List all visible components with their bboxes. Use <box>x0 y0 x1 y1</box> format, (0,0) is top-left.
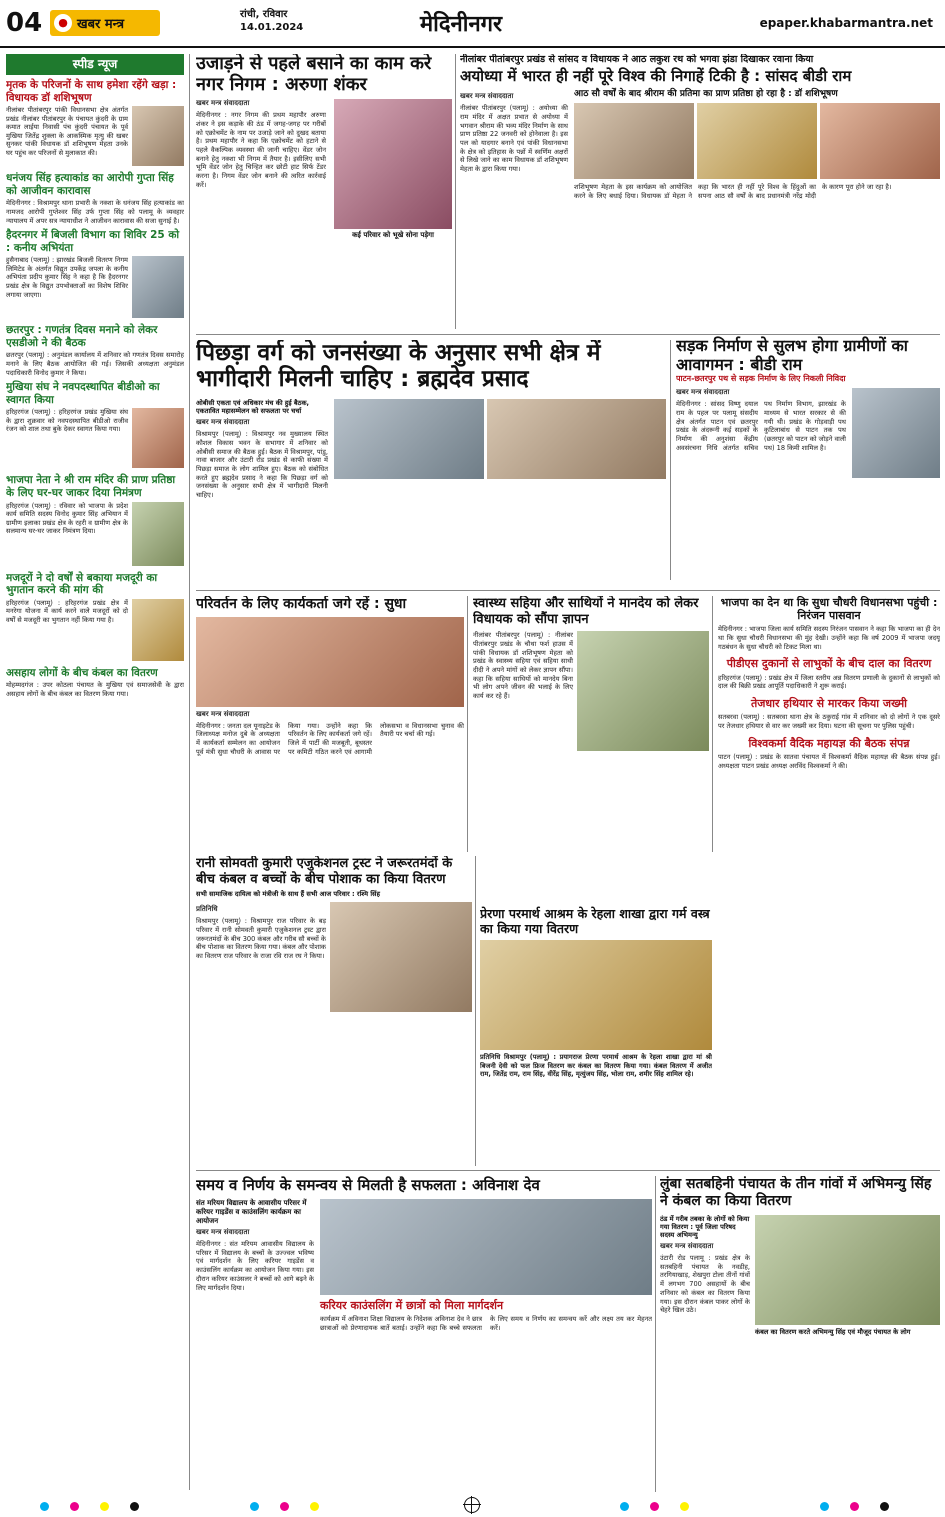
magenta-dot-icon <box>280 1502 289 1511</box>
right-briefs <box>718 596 940 1036</box>
story-photo <box>132 599 184 661</box>
change-headline: परिवर्तन के लिए कार्यकर्ता जगे रहें : सुधा <box>196 596 407 612</box>
obc-photo-1 <box>334 399 484 479</box>
footer-registration-strip <box>0 1495 945 1517</box>
road-photo <box>852 388 940 478</box>
change-body: मेदिनीनगर : जनता दल यूनाइटेड के जिलाध्यक्ष मनोज दुबे के अध्यक्षता में कार्यकर्ता सम्मेलन का आयोजन पूर्व मंत्री सुधा चौधरी के आवास पर किया गया। उन्होंने कहा कि परिवर्तन के लिए कार्यकर्ता जगे रहें। जिले में पार्टी की मजबूती, बूथस्तर पर कमिटी गठित करने एवं आगामी लोकसभा व विधानसभा चुनाव की तैयारी पर चर्चा की गई। <box>196 721 464 756</box>
left-column <box>6 54 184 1490</box>
career-body: कार्यक्रम में अविनाश शिक्षा विद्यालय के निदेशक अविनाश देव ने छात्र छात्राओं को प्रेरणादायक बातें बताई। उन्होंने कहा कि बच्चे सफलता के लिए समय व निर्णय का समन्वय करें और लक्ष्य तय कर मेहनत करें। <box>320 1315 652 1332</box>
dateline <box>240 9 303 34</box>
ayodhya-story <box>460 54 940 334</box>
weapon-body: सतबरवा (पलामू) : सतबरवा थाना क्षेत्र के ठकुराई गांव में शनिवार को दो लोगों ने एक दूसरे पर तेजधार हथियार से वार कर जख्मी कर दिया। घटना की सूचना पर पुलिस पहुंची। <box>718 713 940 730</box>
cyan-dot-icon <box>250 1502 259 1511</box>
cyan-dot-icon <box>820 1502 829 1511</box>
cyan-dot-icon <box>40 1502 49 1511</box>
aruna-body: मेदिनीनगर : नगर निगम की प्रथम महापौर अरुणा शंकर ने इस कड़ाके की ठंड में जगह-जगह पर गरीबों को एक्रोचमेंट के नाम पर उजाड़े जाने को दुखद बताया है। प्रथम महापौर ने कहा कि एक्रोचमेंट को हटाने से पहले वैकल्पिक व्यवस्था की जानी चाहिए। वेंडर जोन बनाने हेतु नक्शा भी निगम में तैयार है। इसीलिए सभी भूमि वेंडर जोन हेतु चिन्हित कर छोटी हाट सिर्फ टेंडर करना है। निगम वेंडर जोन बनाने की त्वरित कार्रवाई करें। <box>196 111 326 189</box>
left-story-3 <box>6 229 184 299</box>
left-story-8 <box>6 667 184 699</box>
health-body: नीलांबर पीतांबरपुर (पलामू) : नीलांबर पीतांबरपुर प्रखंड के चौथा फर्श हाउस में पांकी विधायक डॉ शशिभूषण मेहता को प्रखंड के स्वास्थ्य सहिया एवं सहिया साथी दीदी ने अपने मांगों को लेकर ज्ञापन सौंपा। कहा कि सहिया साथियों को मानदेय बिना भी लोग अपने जीवन की भलाई के लिए कार्य कर रहे हैं। <box>473 631 573 701</box>
rani-story <box>196 856 472 1166</box>
registration-mark-icon <box>464 1497 480 1513</box>
magenta-dot-icon <box>70 1502 79 1511</box>
road-story <box>676 304 940 594</box>
health-photo <box>577 631 709 751</box>
aruna-photo <box>334 99 452 229</box>
time-body: मेदिनीनगर : संत मरियम आवासीय विद्यालय के परिसर में विद्यालय के बच्चों के उज्ज्वल भविष्य एवं मार्गदर्शन के लिए करियर गाइडेंस व काउंसलिंग कार्यक्रम का आयोजन किया गया। इस दौरान करियर काउंसलर ने बच्चों को आगे बढ़ने के लिए मार्गदर्शन दिया। <box>196 1240 314 1292</box>
column-divider <box>467 596 468 852</box>
left-story-title: मृतक के परिजनों के साथ हमेशा रहेंगे खड़ा : विधायक डॉ शशिभूषण <box>6 79 177 104</box>
ayodhya-photo-3 <box>820 103 940 179</box>
left-story-title: भाजपा नेता ने श्री राम मंदिर की प्राण प्रतिष्ठा के लिए घर-घर जाकर दिया निमंत्रण <box>6 474 176 499</box>
ayodhya-photo-1 <box>574 103 694 179</box>
column-divider <box>670 340 671 580</box>
left-story-body: हरिहरगंज (पलामू) : रविवार को भाजपा के प्रदेश कार्य समिति सदस्य विनोद कुमार सिंह अभियान में ग्रामीण इलाका प्रखंड क्षेत्र के रहरी व ग्रामीण क्षेत्र के सलमान्य घर-घर जाकर निमंत्रण दिया। <box>6 501 128 536</box>
road-sub: पाटन-छतरपुर पथ से सड़क निर्माण के लिए निकली निविदा <box>676 374 846 384</box>
left-story-1 <box>6 79 184 158</box>
obc-story <box>196 340 666 582</box>
health-story <box>473 596 709 852</box>
aruna-bureau: खबर मन्त्र संवाददाता <box>196 99 250 108</box>
obc-photo-2 <box>487 399 666 479</box>
column-divider <box>455 54 456 329</box>
left-story-body: नीलांबर पीतांबरपुर पांकी विधानसभा क्षेत्र अंतर्गत प्रखंड नीलांबर पीतांबरपुर के पंचायत कुंदरी के ग्राम कमात लाईया निवासी पंच कुंदरी पंचायत के पूर्व मुखिया जितेंद्र शुक्ला के आकस्मिक मृत्यु की खबर सुनकर पांकी विधायक डॉ शशिभूषण मेहता उनके घर पहुंच कर परिजनों से मुलाकात की। <box>6 106 128 157</box>
row-divider <box>196 590 940 591</box>
left-story-7 <box>6 572 184 625</box>
left-story-2 <box>6 172 184 225</box>
left-story-6 <box>6 474 184 535</box>
rani-sub: सभी सामाजिक दायित्व को मंत्रीजी के साथ हैं सभी आज परिवार : रश्मि सिंह <box>196 890 380 899</box>
change-bureau: खबर मन्त्र संवाददाता <box>196 709 250 718</box>
road-body: मेदिनीनगर : सांसद विष्णु दयाल राम के पहल पर पलामू संसदीय क्षेत्र अंतर्गत पाटन एवं छतरपुर प्रखंड के अंदरूनी कई सड़कों के निर्माण की अनुशंसा केंद्रीय अवसंरचना निधि अंतर्गत सचिव पथ निर्माण विभाग, झारखंड के माध्यम से भारत सरकार से की गयी थी। प्रखंड के गोड़वाड़ी पथ कुटिलाबांध से पाटन तक पथ (छतरपुर को पाटन को जोड़ने वाली पथ) 18 किमी शामिल है। <box>676 400 846 452</box>
row-divider <box>196 1170 940 1171</box>
obc-bureau: खबर मन्त्र संवाददाता <box>196 418 250 427</box>
dateline-date: 14.01.2024 <box>240 21 304 33</box>
aruna-photo-caption: कई परिवार को भूखे सोना पड़ेगा <box>352 231 434 240</box>
left-story-body: मोहम्मदगंज : उपर कोठला पंचायत के मुखिया एवं समाजसेवी के द्वारा असहाय लोगों के बीच कंबल का वितरण किया गया। <box>6 681 184 698</box>
column-divider <box>189 54 190 1490</box>
story-photo <box>132 408 184 468</box>
prerna-headline: प्रेरणा परमार्थ आश्रम के रेहला शाखा द्वारा गर्म वस्त्र का किया गया वितरण <box>480 906 710 936</box>
luba-bureau: खबर मन्त्र संवाददाता <box>660 1242 714 1251</box>
obc-headline: पिछड़ा वर्ग को जनसंख्या के अनुसार सभी क्षेत्र में भागीदारी मिलनी चाहिए : ब्रह्मदेव प्रसाद <box>196 340 601 393</box>
prerna-photo <box>480 940 712 1050</box>
left-story-body: हरिहरगंज (पलामू) : हरिहरगंज प्रखंड क्षेत्र में मनरेगा योजना में कार्य करने वाले मजदूरों को दो वर्षों से मजदूरी का भुगतान नहीं किया गया है। <box>6 598 128 624</box>
obc-body: विश्रामपुर (पलामू) : विश्रामपुर नव मुख्यालय स्थित कौशल विकास भवन के सभागार में शनिवार को ओबीसी समाज की बैठक हुई। बैठक में विश्रामपुर, पांडु, नावा बाजार और उंटारी रोड प्रखंड से काफी संख्या में पिछड़ा समाज के लोग शामिल हुए। बैठक को संबोधित करते हुए ब्रह्मदेव प्रसाद ने कहा कि पिछड़ा वर्ग को जनसंख्या के अनुसार सभी क्षेत्र में भागीदारी मिलनी चाहिए। <box>196 430 328 500</box>
section-name: मेदिनीनगर <box>420 12 503 37</box>
change-photo <box>196 617 464 707</box>
story-photo <box>132 256 184 318</box>
prerna-story <box>480 906 712 1166</box>
luba-story <box>660 1176 940 1492</box>
dateline-city: रांची, रविवार <box>240 9 288 20</box>
career-headline: करियर काउंसलिंग में छात्रों को मिला मार्गदर्शन <box>320 1299 504 1312</box>
left-story-title: मुखिया संघ ने नवपदस्थापित बीडीओ का स्वागत किया <box>6 381 160 406</box>
bjp-headline: भाजपा का देन था कि सुधा चौधरी विधानसभा पहुंची : निरंजन पासवान <box>720 596 938 623</box>
prerna-caption: प्रतिनिधि विश्रामपुर (पलामू) : प्रयागराज प्रेरणा परमार्थ आश्रम के रेहला शाखा द्वारा मां श्री बिजनी देवी को फल फ्रिज वितरण कर कंबल का वितरण किया गया। कंबल वितरण में अजीत राम, जितेंद्र राम, राम सिंह, वीरेंद्र सिंह, मृत्युंजय सिंह, भोला राम, शमीर सिंह शामिल रहे। <box>480 1053 712 1079</box>
time-photo <box>320 1199 652 1295</box>
yellow-dot-icon <box>100 1502 109 1511</box>
ayodhya-headline: अयोध्या में भारत ही नहीं पूरे विश्व की निगाहें टिकी है : सांसद बीडी राम <box>460 67 852 86</box>
vishwakarma-headline: विश्वकर्मा वैदिक महायज्ञ की बैठक संपन्न <box>748 736 910 750</box>
ayodhya-kicker: नीलांबर पीतांबरपुर प्रखंड से सांसद व विधायक ने आठ लकुश रथ को भगवा झंडा दिखाकर रवाना किया <box>460 54 814 65</box>
luba-headline: लुंबा सतबहिनी पंचायत के तीन गांवों में अभिमन्यु सिंह ने कंबल का किया वितरण <box>660 1176 932 1209</box>
rani-body: विश्रामपुर (पलामू) : विश्रामपुर राज परिवार के बड़ परिवार में रानी सोमवती कुमारी एजुकेशनल ट्रस्ट द्वारा जरूरतमंदों के बीच 300 कंबल और गरीब सौ बच्चों के बीच पोशाक का वितरण किया गया। कंबल और पोशाक का वितरण राज परिवार के राजा रवि राज रघ ने किया। <box>196 917 327 960</box>
luba-photo <box>755 1215 940 1325</box>
road-bureau: खबर मन्त्र संवाददाता <box>676 388 730 397</box>
logo-mark-icon: ● <box>54 14 72 32</box>
left-story-body: छतरपुर (पलामू) : अनुमंडल कार्यालय में शनिवार को गणतंत्र दिवस समारोह मनाने के लिए बैठक आयोजित की गई। जिसकी अध्यक्षता अनुमंडल पदाधिकारी विनोद कुमार ने किया। <box>6 351 184 377</box>
black-dot-icon <box>880 1502 889 1511</box>
luba-sub: ठंड में गरीब तबका के लोगों को किया गया वितरण : पूर्व जिला परिषद सदस्य अभिमन्यु <box>660 1214 750 1240</box>
logo-text: खबर मन्त्र <box>77 17 125 32</box>
left-story-5 <box>6 381 184 434</box>
left-story-title: हैदरनगर में बिजली विभाग का शिविर 25 को : कनीय अभियंता <box>6 229 180 254</box>
story-photo <box>132 106 184 166</box>
time-headline: समय व निर्णय के समन्वय से मिलती है सफलता : अविनाश देव <box>196 1176 540 1194</box>
website-link[interactable]: epaper.khabarmantra.net <box>759 16 933 30</box>
bjp-body: मेदिनीनगर : भाजपा जिला कार्य समिति सदस्य निरंजन पासवान ने कहा कि भाजपा का ही देन था कि सुधा चौधरी विधानसभा की मुंह देखी। उन्होंने कहा कि वर्ष 2009 में भाजपा जदयू गठबंधन के सुधा चौधरी को टिकट मिला था। <box>718 625 940 651</box>
health-headline: स्वास्थ्य सहिया और साथियों ने मानदेय को लेकर विधायक को सौंपा ज्ञापन <box>473 596 699 627</box>
magenta-dot-icon <box>850 1502 859 1511</box>
road-headline: सड़क निर्माण से सुलभ होगा ग्रामीणों का आवागमन : बीडी राम <box>676 336 908 375</box>
left-story-title: असहाय लोगों के बीच कंबल का वितरण <box>6 666 158 679</box>
left-story-4 <box>6 324 184 377</box>
speed-news-banner: स्पीड न्यूज <box>6 54 184 75</box>
page-number: 04 <box>6 8 43 38</box>
pds-headline: पीडीएस दुकानों से लाभुकों के बीच दाल का वितरण <box>726 657 932 671</box>
masthead <box>0 0 945 48</box>
column-divider <box>655 1176 656 1492</box>
pds-body: हरिहरगंज (पलामू) : प्रखंड क्षेत्र में जिला स्तरीय अन्न वितरण प्रणाली के दुकानों से लाभुकों को दाल की बिक्री प्रखंड आपूर्ति पदाधिकारी ने शुरू कराई। <box>718 673 940 691</box>
ayodhya-sub-body: शशिभूषण मेहता के इस कार्यक्रम को आयोजित करने के लिए बधाई दिया। विधायक डॉ मेहता ने कहा कि भारत ही नहीं पूरे विश्व के हिंदुओं का सपना आठ सौ वर्षों के बाद प्रधानमंत्री नरेंद्र मोदी के कारण पूरा होने जा रहा है। <box>574 183 892 200</box>
time-bureau: खबर मन्त्र संवाददाता <box>196 1228 250 1237</box>
ayodhya-body: नीलांबर पीतांबरपुर (पलामू) : अयोध्या की राम मंदिर में अक्षत प्रभात से अयोध्या में भगवान श्रीराम की भव्य मंदिर निर्माण के साथ प्राण प्रतिष्ठा 22 जनवरी को होनेवाला है। इस पल को यादगार बनाने एवं पांकी विधानसभा के क्षेत्र को इतिहास के पन्नों में स्वर्णिम अक्षरों से लिखे जाने का काम विधायक डॉ शशिभूषण मेहता के द्वारा किया गया। <box>460 104 568 174</box>
weapon-headline: तेजधार हथियार से मारकर किया जख्मी <box>750 697 908 711</box>
ayodhya-sub-headline: आठ सौ वर्षों के बाद श्रीराम की प्रतिमा का प्राण प्रतिष्ठा हो रहा है : डॉ शशिभूषण <box>574 89 838 100</box>
time-sub: संत मरियम विद्यालय के आवासीय परिसर में करियर गाइडेंस व काउंसलिंग कार्यक्रम का आयोजन <box>196 1199 307 1225</box>
aruna-story <box>196 54 452 334</box>
column-divider <box>712 596 713 852</box>
obc-photo-caption: ओबीसी एकता एवं अधिकार मंच की हुई बैठक, एकतावित महासम्मेलन को सफलता पर चर्चा <box>196 398 310 416</box>
left-story-title: छतरपुर : गणतंत्र दिवस मनाने को लेकर एसडीओ ने की बैठक <box>6 324 158 349</box>
rani-bureau: प्रतिनिधि <box>196 905 218 914</box>
ayodhya-photo-2 <box>697 103 817 179</box>
left-story-body: मेदिनीनगर : विश्रामपुर थाना प्रभारी के नक्शा के धनंजय सिंह हत्याकांड का नामजद आरोपी गुप्तेश्वर सिंह उर्फ गुप्ता सिंह को पलामू के व्यवहार न्यायालय में अपर सत्र न्यायाधीश ने आजीवन कारावास की सजा सुनाई है। <box>6 199 184 225</box>
yellow-dot-icon <box>310 1502 319 1511</box>
luba-photo-caption: कंबल का वितरण करते अभिमन्यु सिंह एवं मौजूद पंचायत के लोग <box>755 1327 911 1336</box>
column-divider <box>475 856 476 1166</box>
left-story-title: धनंजय सिंह हत्याकांड का आरोपी गुप्ता सिंह को आजीवन कारावास <box>6 172 174 197</box>
change-story <box>196 596 464 852</box>
left-story-body: हरिहरगंज (पलामू) : हरिहरगंज प्रखंड मुखिया संघ के द्वारा शुक्रवार को नवपदस्थापित बीडीओ राजीव रंजन को शाल तथा बुके देकर स्वागत किया गया। <box>6 408 128 434</box>
time-story <box>196 1176 652 1492</box>
logo <box>50 10 160 36</box>
rani-photo <box>330 902 472 1012</box>
left-story-title: मजदूरों ने दो वर्षों से बकाया मजदूरी का भुगतान करने की मांग की <box>6 571 158 597</box>
rani-headline: रानी सोमवती कुमारी एजुकेशनल ट्रस्ट ने जरूरतमंदों के बीच कंबल व बच्चों के बीच पोशाक का किया वितरण <box>196 856 453 887</box>
luba-body: उंटारी रोड पलामू : प्रखंड क्षेत्र के सतबहिनी पंचायत के नवडीह, तरगियाखाड़, शेखपुरा टोला तीनों गांवों में लगभग 700 असहायों के बीच शनिवार को कंबल का वितरण किया गया। इस दौरान कंबल पाकर लोगों के चेहरे खिल उठे। <box>660 1254 750 1315</box>
story-photo <box>132 502 184 566</box>
vishwakarma-body: पाटन (पलामू) : प्रखंड के सातवा पंचायत में विश्वकर्मा वैदिक महायज्ञ की बैठक संपन्न हुई। अध्यक्षता पाटन प्रखंड अध्यक्ष अरविंद विश्वकर्मा ने की। <box>718 752 940 770</box>
aruna-headline: उजाड़ने से पहले बसाने का काम करे नगर निगम : अरुणा शंकर <box>196 54 432 95</box>
left-story-body: हुसैनाबाद (पलामू) : झारखंड बिजली वितरण निगम लिमिटेड के अंतर्गत विद्युत उपकेंद्र जपला के कनीय अभियंता प्रदीप कुमार सिंह ने कहा है कि हैदरनगर प्रखंड क्षेत्र के विद्युत उपभोक्ताओं का विशेष शिविर लगाया जाएगा। <box>6 256 128 299</box>
cyan-dot-icon <box>620 1502 629 1511</box>
magenta-dot-icon <box>650 1502 659 1511</box>
black-dot-icon <box>130 1502 139 1511</box>
yellow-dot-icon <box>680 1502 689 1511</box>
ayodhya-bureau: खबर मन्त्र संवाददाता <box>460 92 514 101</box>
